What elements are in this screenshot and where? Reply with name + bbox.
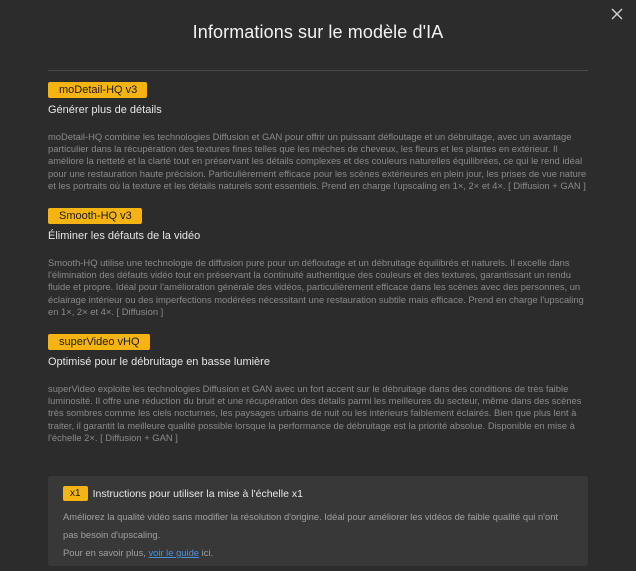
model-card-supervideo	[48, 332, 593, 444]
model-description: moDetail-HQ combine les technologies Diffusion et GAN pour offrir un puissant défloutage et un débruitage, avec un avantage particulier dans la récupération des textures fines telles que les mèches de cheveux, les fleurs et les plantes en extérieur. Il améliore la netteté et la clarté tout en préservant les détails complexes et des couleurs naturelles équilibrées, ce qui le rend idéal pour une restauration haute précision. Particulièrement efficace pour les scènes extérieures en plein jour, les prises de vue nature et les portraits où la texture et les détails naturels sont essentiels. Prend en charge l'upscaling en 1×, 2× et 4×. [ Diffusion + GAN ]	[48, 131, 587, 191]
info-title: Instructions pour utiliser la mise à l'échelle x1	[92, 487, 303, 500]
dialog-title: Informations sur le modèle d'IA	[192, 22, 444, 42]
title-divider	[48, 70, 588, 71]
model-card-modetail-hq	[48, 80, 593, 192]
model-subtitle: Éliminer les défauts de la vidéo	[48, 230, 201, 243]
model-description: Smooth-HQ utilise une technologie de diffusion pure pour un défloutage et un débruitage équilibrés et naturels. Il excelle dans l'élimination des défauts vidéo tout en préservant la continuité authentique des couleurs et des textures, garantissant un rendu fluide et propre. Idéal pour l'amélioration générale des vidéos, particulièrement efficace dans les scènes avec des personnes, un éclairage intérieur ou des imperfections modérées nécessitant une restauration subtile mais efficace. Prend en charge l'upscaling en 1×, 2× et 4×. [ Diffusion ]	[48, 257, 584, 317]
info-header	[63, 486, 573, 501]
model-subtitle: Générer plus de détails	[48, 104, 162, 116]
models-list[interactable]	[48, 80, 593, 460]
x1-instructions-box	[48, 476, 588, 566]
info-more-suffix: ici.	[199, 547, 214, 558]
info-description: Améliorez la qualité vidéo sans modifier la résolution d'origine. Idéal pour améliorer les vidéos de faible qualité qui n'ont pas besoin d'upscaling.	[63, 511, 559, 540]
model-badge: Smooth-HQ v3	[48, 208, 142, 224]
model-badge: moDetail-HQ v3	[48, 82, 147, 98]
close-icon	[608, 5, 626, 23]
x1-badge: x1	[63, 486, 88, 501]
model-subtitle: Optimisé pour le débruitage en basse lumière	[48, 356, 270, 369]
guide-link[interactable]: voir le guide	[148, 547, 200, 558]
info-more	[63, 544, 573, 562]
model-description: superVideo exploite les technologies Diffusion et GAN avec un fort accent sur le débruitage dans des conditions de très faible luminosité. Il offre une réduction du bruit et une récupération des détails parmi les meilleures du secteur, même dans des scènes très sombres comme les ciels nocturnes, les paysages urbains de nuit ou les intérieurs faiblement éclairés. Bien que plus lent à traiter, il garantit la meilleure qualité possible lorsque la performance de débruitage est la priorité absolue. Disponible en mise à l'échelle 2×. [ Diffusion + GAN ]	[48, 383, 582, 443]
info-more-prefix: Pour en savoir plus,	[63, 547, 149, 558]
model-badge: superVideo vHQ	[48, 334, 150, 350]
close-button[interactable]	[608, 5, 626, 23]
model-card-smooth-hq	[48, 206, 593, 318]
